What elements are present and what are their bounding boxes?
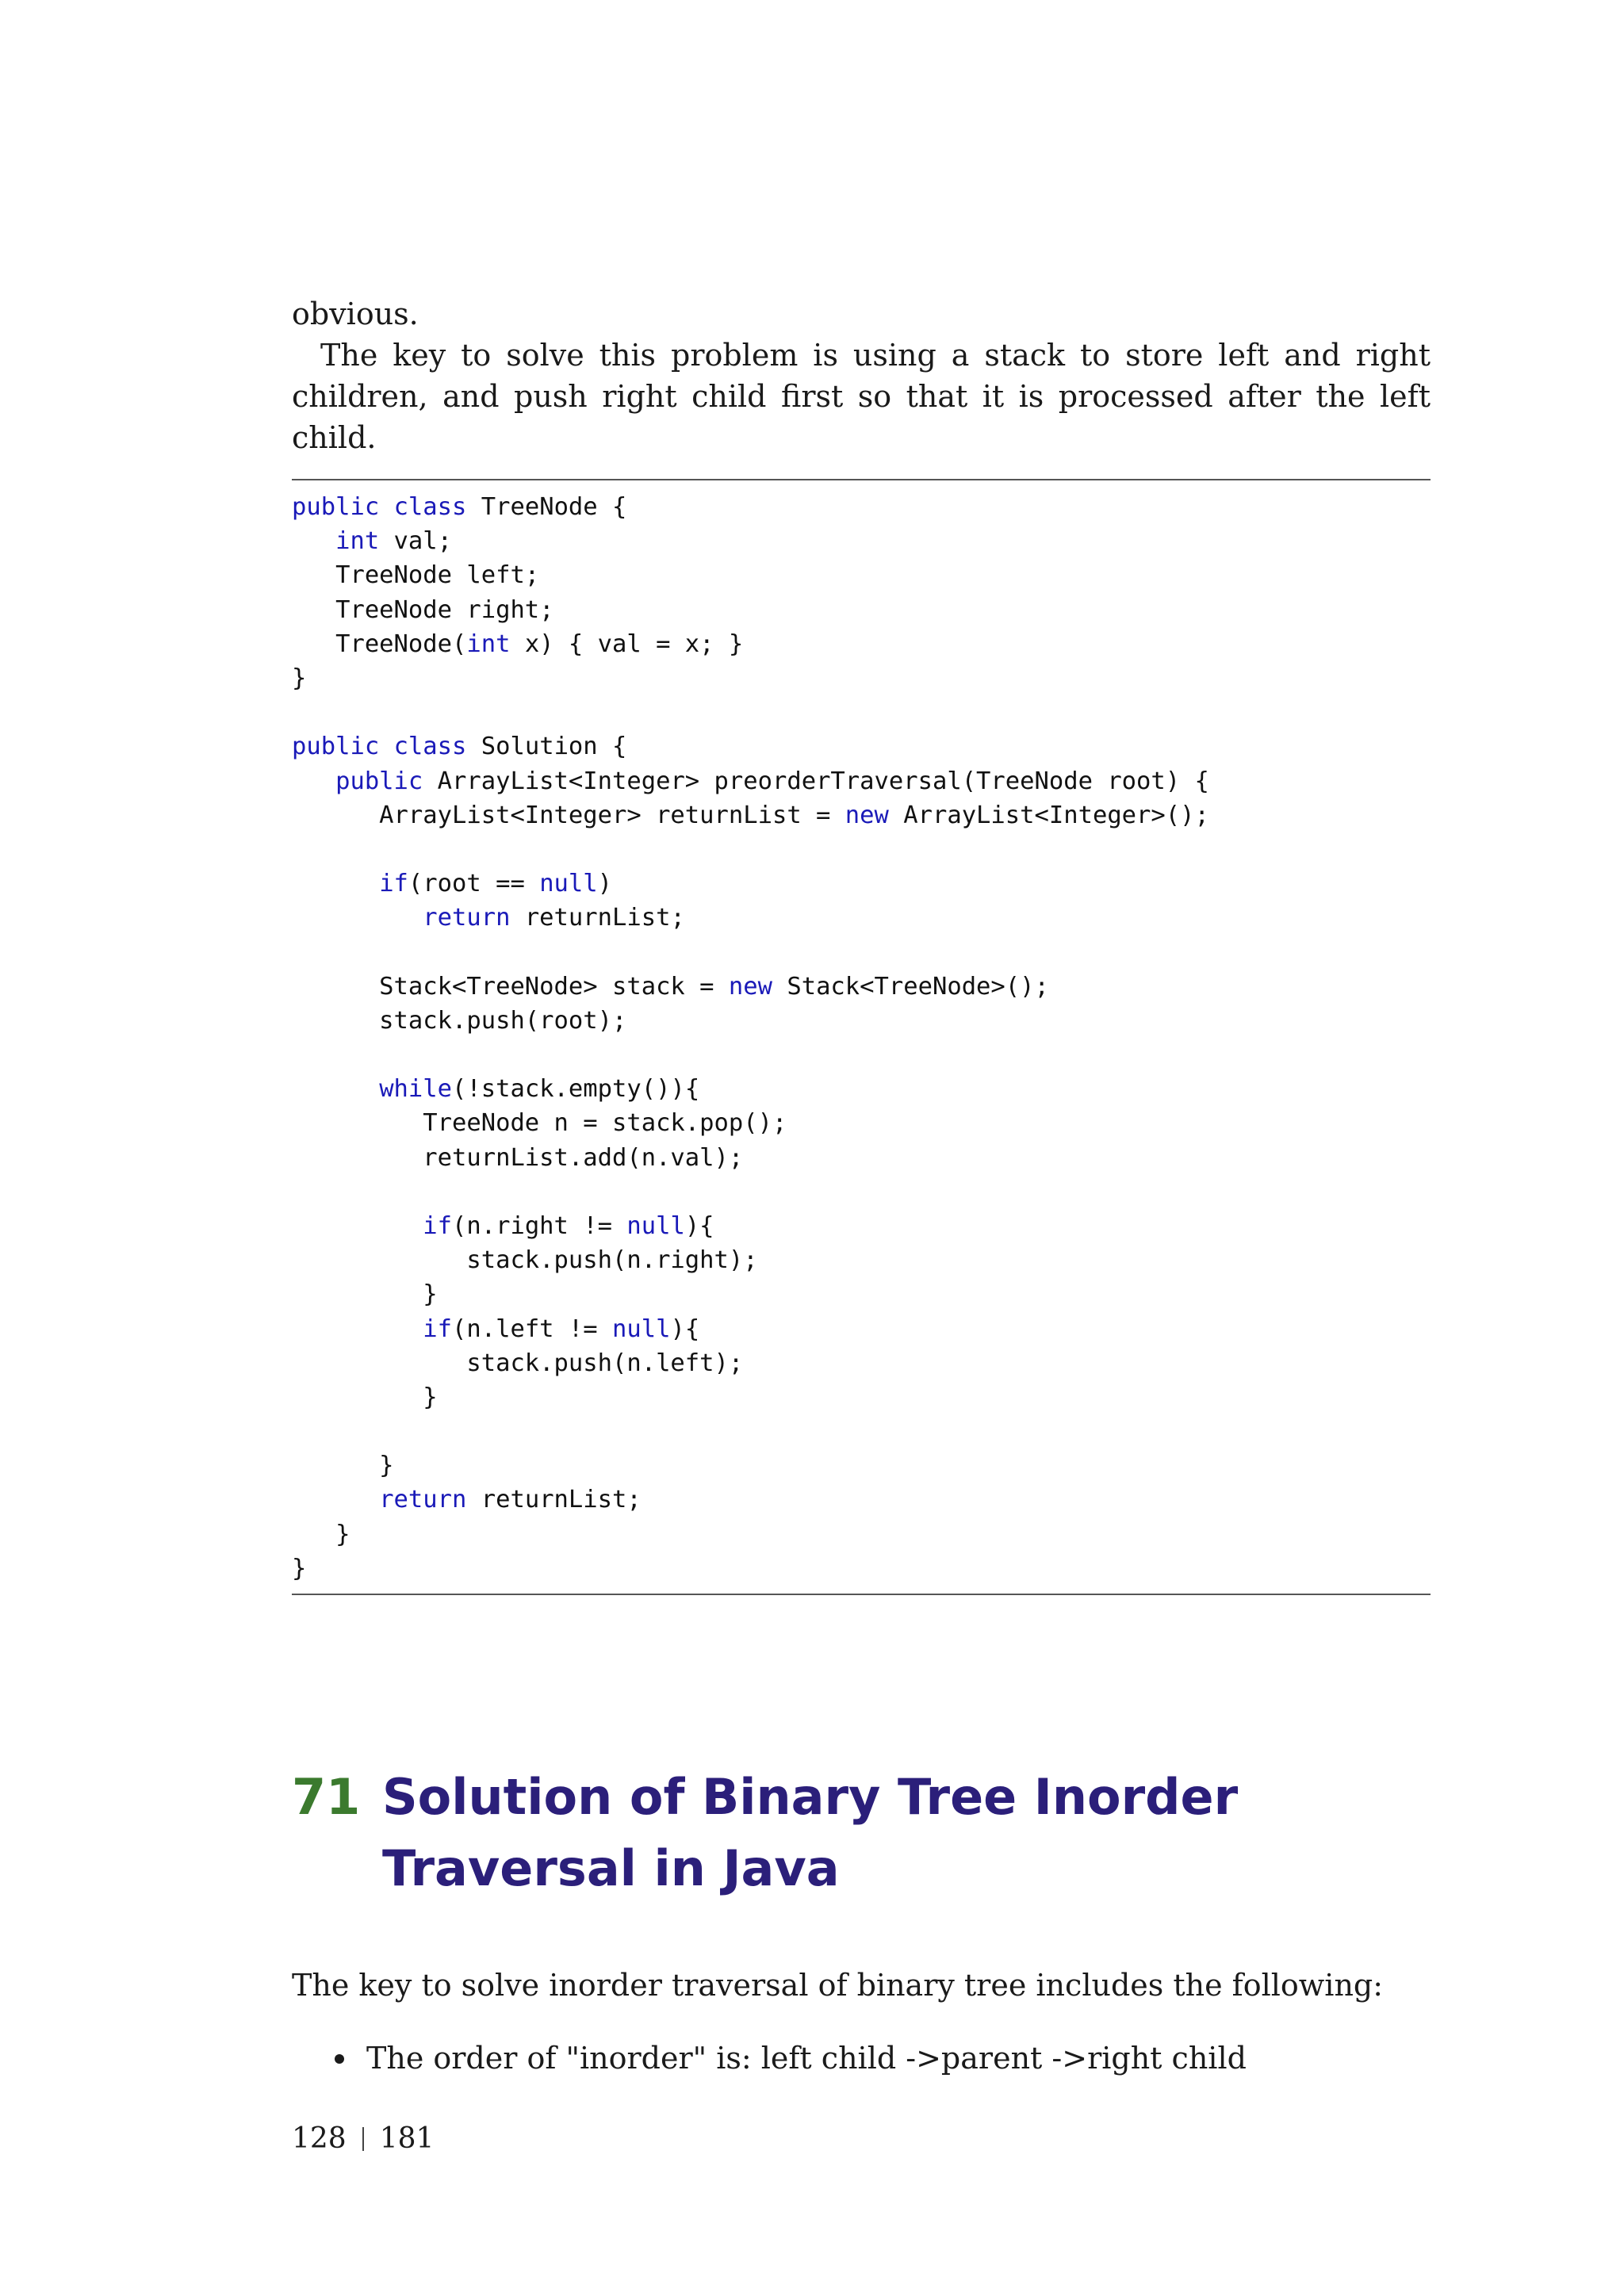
list-item-text: The order of "inorder" is: left child ->parent ->right child bbox=[366, 2041, 1247, 2076]
bullet-list bbox=[292, 2038, 1431, 2079]
code-text bbox=[292, 767, 335, 795]
code-line bbox=[292, 935, 1431, 969]
code-line bbox=[292, 901, 1431, 935]
code-text: TreeNode left; bbox=[292, 561, 540, 590]
code-keyword: public bbox=[292, 733, 380, 761]
code-line bbox=[292, 1106, 1431, 1140]
code-keyword: while bbox=[379, 1075, 453, 1104]
code-keyword: class bbox=[393, 493, 467, 521]
code-text: returnList.add(n.val); bbox=[292, 1143, 744, 1172]
code-line bbox=[292, 1517, 1431, 1552]
code-text: (n.left != bbox=[452, 1314, 612, 1343]
page-total: 181 bbox=[379, 2122, 435, 2155]
code-text: returnList; bbox=[510, 904, 685, 932]
code-keyword: int bbox=[466, 629, 511, 658]
footer-separator bbox=[362, 2127, 364, 2151]
code-line bbox=[292, 867, 1431, 901]
code-keyword: new bbox=[728, 972, 772, 1001]
code-text: Stack<TreeNode> stack = bbox=[292, 972, 729, 1001]
code-line bbox=[292, 1277, 1431, 1311]
code-keyword: if bbox=[379, 870, 408, 898]
code-text: TreeNode n = stack.pop(); bbox=[292, 1109, 787, 1138]
page-content bbox=[292, 293, 1431, 2079]
intro-line: obvious. bbox=[292, 297, 419, 331]
code-line bbox=[292, 798, 1431, 832]
code-line bbox=[292, 1072, 1431, 1106]
body-paragraph: The key to solve inorder traversal of binary tree includes the following: bbox=[292, 1968, 1384, 2003]
code-text: Stack<TreeNode>(); bbox=[772, 972, 1049, 1001]
code-text: val; bbox=[379, 527, 453, 556]
code-text: ){ bbox=[684, 1211, 714, 1240]
code-line bbox=[292, 1483, 1431, 1517]
code-text: } bbox=[292, 1452, 394, 1480]
code-line bbox=[292, 1448, 1431, 1483]
code-text: } bbox=[292, 664, 307, 692]
code-text: x) { val = x; } bbox=[510, 629, 744, 658]
chapter-title: Solution of Binary Tree Inorder Traversal in Java bbox=[382, 1768, 1239, 1897]
code-keyword: return bbox=[423, 904, 511, 932]
code-text bbox=[292, 527, 335, 555]
code-line bbox=[292, 661, 1431, 695]
code-line bbox=[292, 695, 1431, 729]
code-keyword: if bbox=[423, 1211, 452, 1240]
code-text: } bbox=[292, 1554, 307, 1582]
code-keyword: class bbox=[393, 733, 467, 761]
code-line bbox=[292, 1312, 1431, 1346]
page-footer bbox=[292, 2122, 434, 2156]
code-text: (!stack.empty()){ bbox=[452, 1075, 700, 1104]
code-text: ){ bbox=[670, 1314, 700, 1343]
code-text: ArrayList<Integer> preorderTraversal(TreeNode root) { bbox=[423, 767, 1209, 795]
code-line bbox=[292, 1141, 1431, 1175]
code-keyword: new bbox=[845, 801, 889, 829]
code-line bbox=[292, 1380, 1431, 1414]
code-keyword: null bbox=[626, 1211, 685, 1240]
code-text: ArrayList<Integer>(); bbox=[888, 801, 1209, 829]
code-text: TreeNode { bbox=[466, 493, 627, 521]
code-text: ) bbox=[597, 870, 613, 898]
page-number: 128 bbox=[292, 2122, 347, 2155]
code-text: } bbox=[292, 1520, 350, 1548]
code-line bbox=[292, 558, 1431, 592]
code-line bbox=[292, 1552, 1431, 1586]
code-line bbox=[292, 1038, 1431, 1072]
code-text: returnList; bbox=[466, 1486, 642, 1514]
code-line bbox=[292, 627, 1431, 661]
chapter-number: 71 bbox=[292, 1768, 361, 1826]
code-text: Solution { bbox=[466, 733, 627, 761]
code-text bbox=[292, 1075, 379, 1103]
code-text bbox=[292, 904, 423, 932]
list-item bbox=[292, 2038, 1431, 2079]
code-text: (n.right != bbox=[452, 1211, 627, 1240]
code-line bbox=[292, 524, 1431, 558]
code-line bbox=[292, 970, 1431, 1004]
code-keyword: public bbox=[292, 493, 380, 521]
code-keyword: null bbox=[612, 1314, 671, 1343]
code-text: stack.push(n.right); bbox=[292, 1246, 758, 1275]
code-keyword: int bbox=[335, 527, 380, 556]
code-line bbox=[292, 490, 1431, 524]
code-line bbox=[292, 1243, 1431, 1277]
bullet-icon bbox=[335, 2054, 344, 2064]
code-text bbox=[292, 1486, 379, 1513]
code-line bbox=[292, 832, 1431, 867]
code-text: } bbox=[292, 1383, 438, 1411]
code-keyword: return bbox=[379, 1486, 467, 1514]
code-text: (root == bbox=[408, 870, 540, 898]
intro-paragraph: The key to solve this problem is using a stack to store left and right children, and push right child first so that it is processed after the left child. bbox=[292, 338, 1431, 455]
code-text bbox=[379, 733, 393, 760]
code-text: stack.push(n.left); bbox=[292, 1349, 744, 1377]
code-listing bbox=[292, 479, 1431, 1595]
code-line bbox=[292, 729, 1431, 763]
code-keyword: if bbox=[423, 1314, 452, 1343]
code-text bbox=[292, 870, 379, 897]
code-text bbox=[379, 493, 393, 521]
code-text: } bbox=[292, 1280, 438, 1309]
code-line bbox=[292, 1004, 1431, 1038]
code-keyword: public bbox=[335, 767, 423, 795]
code-text bbox=[292, 1212, 423, 1240]
chapter-heading bbox=[292, 1762, 1431, 1904]
code-text: ArrayList<Integer> returnList = bbox=[292, 801, 845, 829]
code-line bbox=[292, 1346, 1431, 1380]
code-keyword: null bbox=[539, 870, 598, 898]
code-text: stack.push(root); bbox=[292, 1006, 627, 1035]
code-line bbox=[292, 764, 1431, 798]
code-text: TreeNode( bbox=[292, 629, 467, 658]
code-line bbox=[292, 1175, 1431, 1209]
code-line bbox=[292, 593, 1431, 627]
code-text: TreeNode right; bbox=[292, 595, 554, 624]
code-line bbox=[292, 1414, 1431, 1448]
code-text bbox=[292, 1315, 423, 1343]
code-line bbox=[292, 1209, 1431, 1243]
